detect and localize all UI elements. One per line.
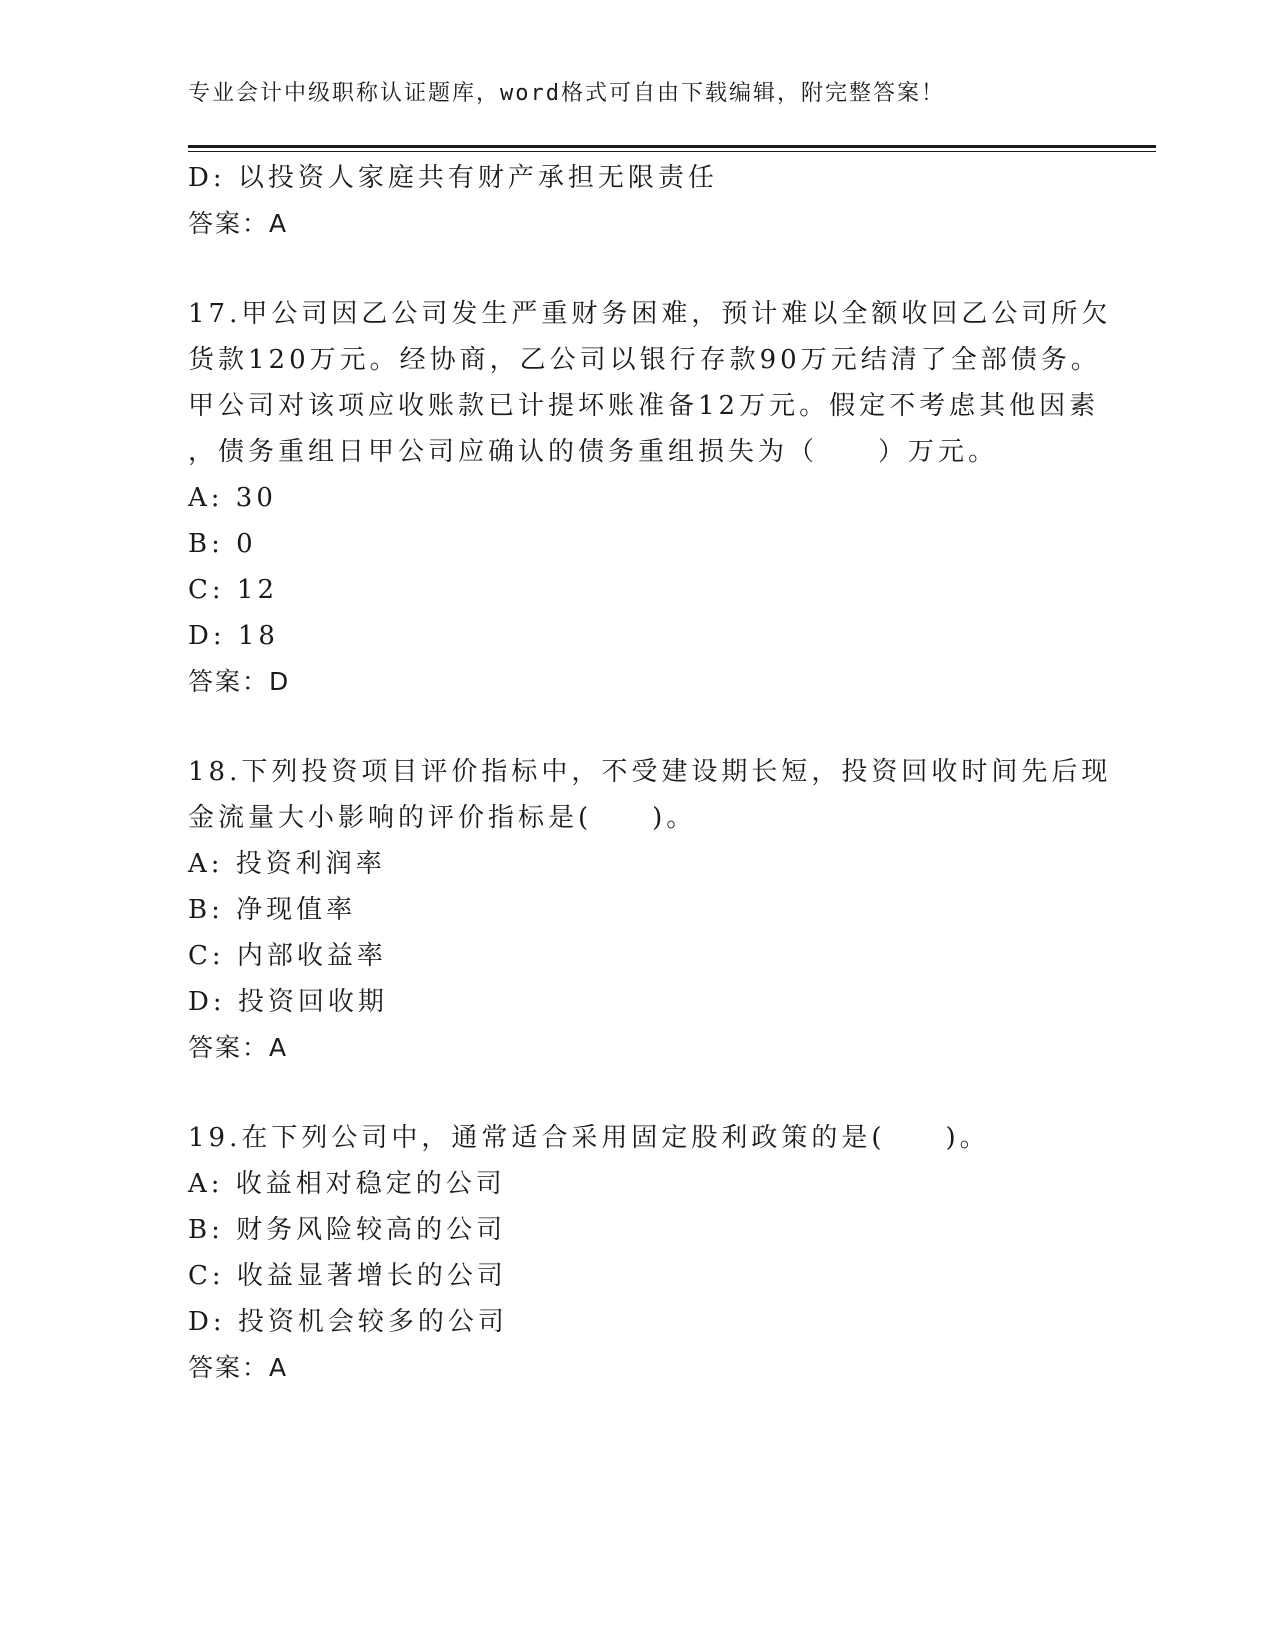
question-18-stem [188,749,1112,841]
option-c: C: 12 [188,575,279,605]
header-rule-thin [188,151,1156,152]
answer-line: 答案：A [188,1353,289,1382]
question-stem-line: 18.下列投资项目评价指标中，不受建设期长短，投资回收时间先后现 [188,757,1112,787]
answer-line: 答案：D [188,667,291,696]
question-stem-line: 19.在下列公司中，通常适合采用固定股利政策的是( )。 [188,1123,990,1153]
question-19-stem [188,1115,1088,1161]
question-stem-line: 甲公司对该项应收账款已计提坏账准备12万元。假定不考虑其他因素 [188,391,1100,421]
question-stem-line: ，债务重组日甲公司应确认的债务重组损失为（ ）万元。 [188,437,999,467]
question-stem-line: 金流量大小影响的评价指标是( )。 [188,803,697,833]
question-stem-line: 17.甲公司因乙公司发生严重财务困难，预计难以全额收回乙公司所欠 [188,299,1112,329]
question-17-stem [188,291,1112,475]
option-a: A: 投资利润率 [188,849,386,879]
question-stem-line: 货款120万元。经协商，乙公司以银行存款90万元结清了全部债务。 [188,345,1101,375]
option-d: D: 投资回收期 [188,987,388,1017]
option-b: B: 财务风险较高的公司 [188,1215,507,1245]
header-rule-thick [188,145,1156,148]
option-d: D: 投资机会较多的公司 [188,1307,508,1337]
option-d: D: 以投资人家庭共有财产承担无限责任 [188,163,718,193]
page-header: 专业会计中级职称认证题库，word格式可自由下载编辑，附完整答案！ [188,81,945,106]
option-d: D: 18 [188,621,279,651]
option-a: A: 收益相对稳定的公司 [188,1169,506,1199]
answer-line: 答案：A [188,1033,289,1062]
option-a: A: 30 [188,483,277,513]
option-c: C: 内部收益率 [188,941,387,971]
option-b: B: 0 [188,529,257,559]
answer-line: 答案：A [188,209,289,238]
option-c: C: 收益显著增长的公司 [188,1261,507,1291]
option-b: B: 净现值率 [188,895,357,925]
document-body [188,155,1112,1391]
